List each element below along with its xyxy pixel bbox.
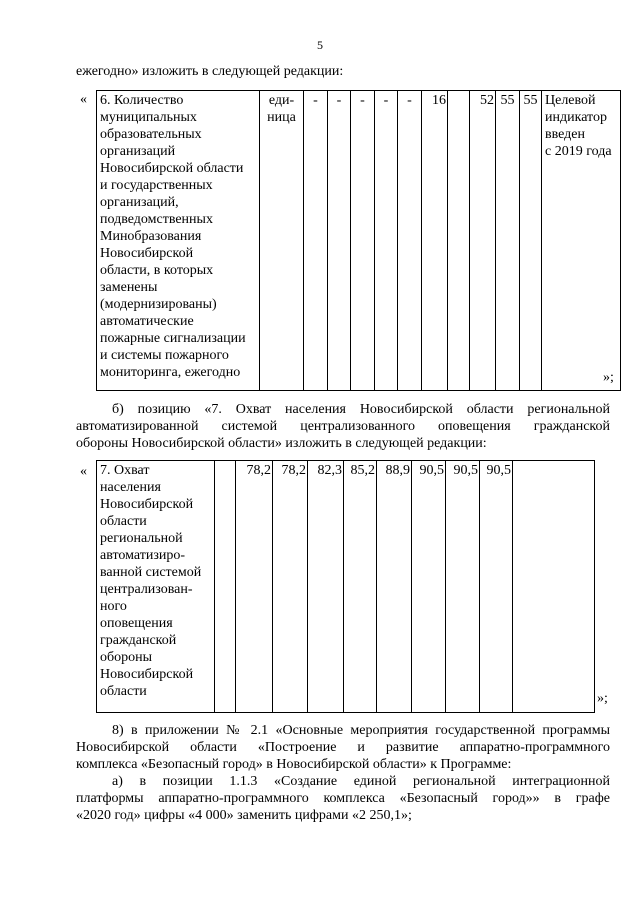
cell-text-line: Новосибирской области — [100, 161, 244, 176]
value-cell: 55 — [496, 91, 520, 391]
indicator-name-cell — [97, 91, 260, 391]
paragraph-b-line-3: обороны Новосибирской области» изложить в следующей редакции: — [76, 436, 487, 451]
cell-text-line: области — [100, 514, 147, 529]
cell-text-line: мониторинга, ежегодно — [100, 365, 241, 380]
note-cell — [513, 461, 595, 713]
cell-text-line: индикатор — [545, 110, 607, 125]
value-cell: 88,9 — [377, 461, 412, 713]
unit-cell — [215, 461, 236, 713]
indicator-table-6 — [96, 90, 621, 391]
value-cell: 85,2 — [344, 461, 377, 713]
cell-text-line: и системы пожарного — [100, 348, 229, 363]
cell-text-line: гражданской — [100, 633, 177, 648]
cell-text-line: с 2019 года — [545, 144, 612, 159]
cell-text-line: оповещения — [100, 616, 173, 631]
cell-text-line: организаций, — [100, 195, 179, 210]
cell-text-line: обороны — [100, 650, 153, 665]
intro-line: ежегодно» изложить в следующей редакции: — [76, 64, 344, 79]
table1-open-quote: « — [80, 92, 87, 107]
value-cell: 90,5 — [480, 461, 513, 713]
paragraph-b-line-2: автоматизированной системой централизованного оповещения гражданской — [76, 419, 610, 434]
paragraph-a-line-3: «2020 год» цифры «4 000» заменить цифрами «2 250,1»; — [76, 808, 412, 823]
table2-open-quote: « — [80, 464, 87, 479]
cell-text-line: автоматические — [100, 314, 194, 329]
cell-text-line: 7. Охват — [100, 463, 150, 478]
table2-close-quote: »; — [597, 691, 608, 706]
cell-text-line: Минобразования — [100, 229, 202, 244]
cell-text-line: муниципальных — [100, 110, 197, 125]
cell-text-line: введен — [545, 127, 585, 142]
cell-text-line: автоматизиро- — [100, 548, 186, 563]
paragraph-8-line-2: Новосибирской области «Построение и развитие аппаратно-программного — [76, 740, 610, 755]
indicator-table-7 — [96, 460, 595, 713]
cell-text-line: (модернизированы) — [100, 297, 217, 312]
cell-text-line: ванной системой — [100, 565, 202, 580]
cell-text-line: еди- — [268, 93, 295, 108]
cell-text-line: и государственных — [100, 178, 213, 193]
unit-cell — [260, 91, 304, 391]
value-cell: - — [375, 91, 398, 391]
value-cell: - — [304, 91, 328, 391]
value-cell: - — [351, 91, 375, 391]
value-cell: 78,2 — [273, 461, 308, 713]
cell-text-line: области, в которых — [100, 263, 214, 278]
cell-text-line: 6. Количество — [100, 93, 184, 108]
cell-text-line: Новосибирской — [100, 246, 194, 261]
value-cell: 82,3 — [308, 461, 344, 713]
cell-text-line: Новосибирской — [100, 667, 194, 682]
table-row — [97, 91, 621, 391]
cell-text-line: населения — [100, 480, 161, 495]
value-cell: - — [328, 91, 351, 391]
paragraph-a-line-2: платформы аппаратно-программного комплекса «Безопасный город»» в графе — [76, 791, 610, 806]
value-cell: 55 — [520, 91, 542, 391]
cell-text-line: Новосибирской — [100, 497, 194, 512]
cell-text-line: подведомственных — [100, 212, 213, 227]
cell-text-line: пожарные сигнализации — [100, 331, 246, 346]
value-cell: 78,2 — [236, 461, 273, 713]
cell-text-line: заменены — [100, 280, 158, 295]
cell-text-line: организаций — [100, 144, 176, 159]
cell-text-line: области — [100, 684, 147, 699]
paragraph-a-line-1: а) в позиции 1.1.3 «Создание единой региональной интеграционной — [112, 774, 610, 789]
cell-text-line: ница — [267, 110, 296, 125]
note-cell — [542, 91, 621, 391]
value-cell: 90,5 — [446, 461, 480, 713]
value-cell: 16 — [422, 91, 448, 391]
cell-text-line: централизован- — [100, 582, 193, 597]
value-cell: - — [398, 91, 422, 391]
paragraph-8-line-3: комплекса «Безопасный город» в Новосибирской области» к Программе: — [76, 757, 512, 772]
indicator-name-cell — [97, 461, 215, 713]
paragraph-8-line-1: 8) в приложении № 2.1 «Основные мероприятия государственной программы — [112, 723, 610, 738]
value-cell: 52 — [470, 91, 496, 391]
table1-close-quote: »; — [603, 370, 614, 385]
value-cell: 90,5 — [412, 461, 446, 713]
page-number: 5 — [317, 38, 323, 52]
value-cell — [448, 91, 470, 391]
cell-text-line: региональной — [100, 531, 183, 546]
paragraph-b-line-1: б) позицию «7. Охват населения Новосибирской области региональной — [112, 402, 610, 417]
cell-text-line: образовательных — [100, 127, 202, 142]
cell-text-line: ного — [100, 599, 127, 614]
table-row — [97, 461, 595, 713]
cell-text-line: Целевой — [545, 93, 596, 108]
